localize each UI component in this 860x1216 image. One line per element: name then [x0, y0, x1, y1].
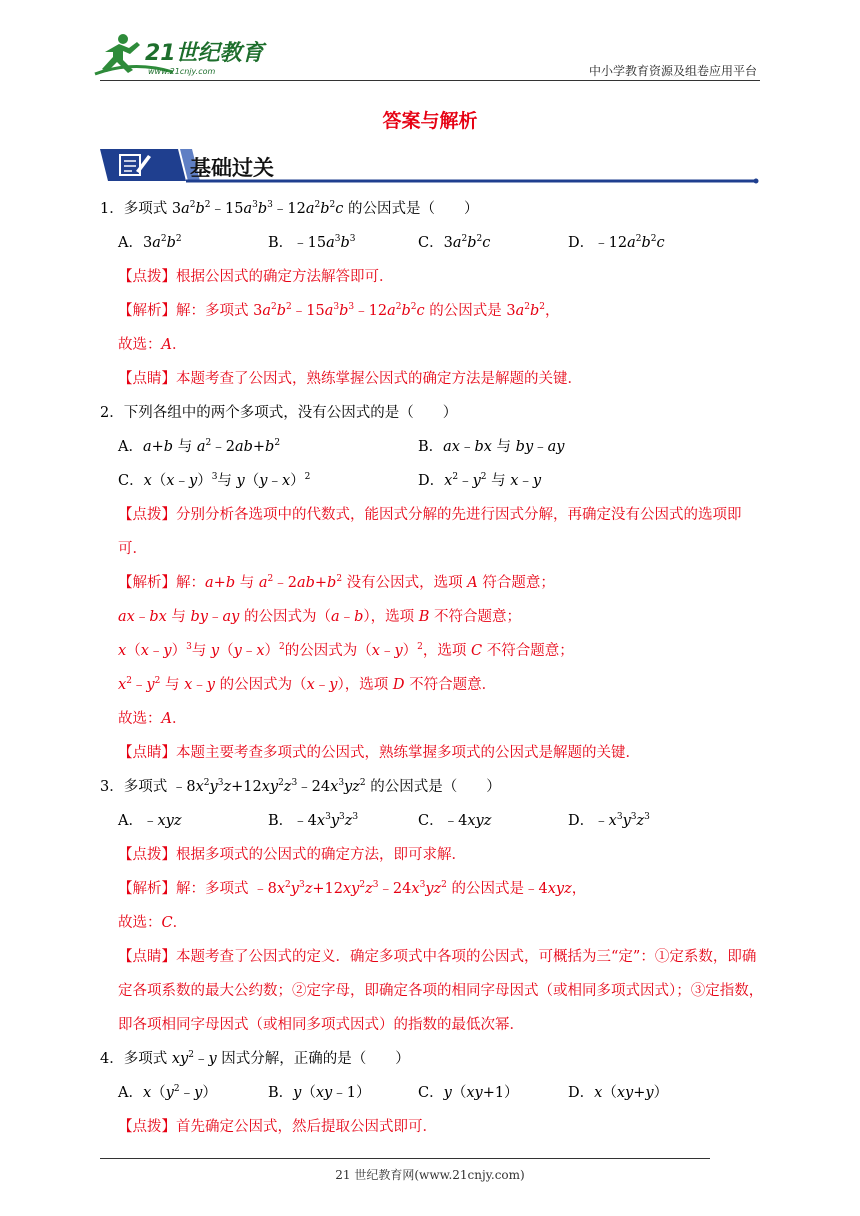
- question-4-stem: 4．多项式 $xy^2﹣y$ 因式分解，正确的是（ ）: [100, 1050, 410, 1067]
- question-4-options: [100, 1076, 765, 1110]
- question-2-hint: 【点拨】分别分析各选项中的代数式，能因式分解的先进行因式分解，再确定没有公因式的选项即可．: [118, 507, 742, 557]
- question-1-options: [100, 226, 765, 260]
- question-2-stem: 2．下列各组中的两个多项式，没有公因式的是（ ）: [100, 405, 458, 421]
- question-2-summary: 【点睛】本题主要考查多项式的公因式，熟练掌握多项式的公因式是解题的关键．: [118, 745, 640, 761]
- question-3-options: [100, 804, 765, 838]
- option-a: A．$x(y^2﹣y)$: [118, 1084, 217, 1101]
- option-c: C．﹣4xyz: [418, 813, 492, 829]
- option-b: B．$﹣15a^3b^3$: [268, 234, 356, 251]
- question-1-summary: 【点睛】本题考查了公因式，熟练掌握公因式的确定方法是解题的关键．: [118, 371, 582, 387]
- question-3-summary: 【点睛】本题考查了公因式的定义．确定多项式中各项的公因式，可概括为三“定”：①定系数，即确定各项系数的最大公约数；②定字母，即确定各项的相同字母因式（或相同多项式因式）；③定指数，即各项相同字母因式（或相同多项式因式）的指数的最低次幂．: [118, 949, 764, 1033]
- answer-content: [100, 192, 765, 1144]
- question-1-stem: 1．多项式 $3a^2b^2﹣15a^3b^3﹣12a^2b^2c$ 的公因式是（ ）: [100, 200, 479, 217]
- svg-text:www.21cnjy.com: www.21cnjy.com: [148, 67, 216, 76]
- option-b: B．ax﹣bx 与 by﹣ay: [418, 439, 565, 455]
- option-d: D．$﹣x^3y^3z^3$: [568, 812, 650, 829]
- option-c: C．x（x﹣y）$^3$与 y（y﹣x）$^2$: [118, 472, 311, 489]
- option-a: A．a+b 与 $a^2﹣2ab+b^2$: [118, 438, 281, 455]
- question-2-options-row1: [100, 430, 765, 464]
- logo-21cnjy: [93, 30, 268, 80]
- question-2-analysis-4: $x^2﹣y^2$ 与 x﹣y 的公因式为（x﹣y），选项 D 不符合题意．: [118, 676, 497, 693]
- question-2-analysis-2: ax﹣bx 与 by﹣ay 的公因式为（a﹣b），选项 B 不符合题意；: [118, 609, 522, 625]
- question-2-options-row2: [100, 464, 765, 498]
- question-2-analysis-1: 【解析】解：a+b 与 $a^2﹣2ab+b^2$ 没有公因式，选项 A 符合题意；: [118, 574, 555, 591]
- question-1-answer: 故选：A．: [118, 337, 187, 353]
- question-3-answer: 故选：C．: [118, 915, 188, 931]
- question-3-stem: 3．多项式 $﹣8x^2y^3z+12xy^2z^3﹣24x^3yz^2$ 的公因式是（ ）: [100, 778, 501, 795]
- page-header: [0, 0, 860, 90]
- option-a: A．﹣xyz: [118, 813, 182, 829]
- section-title: 基础过关: [190, 156, 274, 180]
- option-d: D．$x^2﹣y^2$ 与 x﹣y: [418, 472, 542, 489]
- svg-text:21世纪教育: 21世纪教育: [145, 41, 264, 66]
- option-a: A．$3a^2b^2$: [118, 234, 182, 251]
- option-c: C．y（xy+1）: [418, 1085, 519, 1101]
- question-2-analysis-3: x（x﹣y）$^3$与 y（y﹣x）$^2$的公因式为（x﹣y）$^2$，选项 C 不符合题意；: [118, 642, 574, 659]
- question-2-answer: 故选：A．: [118, 711, 187, 727]
- footer-divider: [100, 1158, 710, 1159]
- document-title: 答案与解析: [382, 110, 478, 132]
- header-divider: [100, 80, 760, 81]
- option-c: C．$3a^2b^2c$: [418, 234, 491, 251]
- question-3-analysis: 【解析】解：多项式 $﹣8x^2y^3z+12xy^2z^3﹣24x^3yz^2$ 的公因式是﹣4xyz，: [118, 880, 587, 897]
- option-b: B．y（xy﹣1）: [268, 1085, 371, 1101]
- question-3-hint: 【点拨】根据多项式的公因式的确定方法，即可求解．: [118, 847, 466, 863]
- option-b: B．$﹣4x^3y^3z^3$: [268, 812, 359, 829]
- question-4-hint: 【点拨】首先确定公因式，然后提取公因式即可．: [118, 1119, 437, 1135]
- question-1-analysis: 【解析】解：多项式 $3a^2b^2﹣15a^3b^3﹣12a^2b^2c$ 的公因式是 $3a^2b^2$，: [118, 302, 560, 319]
- question-1-hint: 【点拨】根据公因式的确定方法解答即可．: [118, 269, 394, 285]
- platform-name: 中小学教育资源及组卷应用平台: [588, 64, 757, 78]
- page-footer: 21 世纪教育网(www.21cnjy.com): [335, 1168, 525, 1182]
- option-d: D．$﹣12a^2b^2c$: [568, 234, 665, 251]
- option-d: D．x（xy+y）: [568, 1085, 669, 1101]
